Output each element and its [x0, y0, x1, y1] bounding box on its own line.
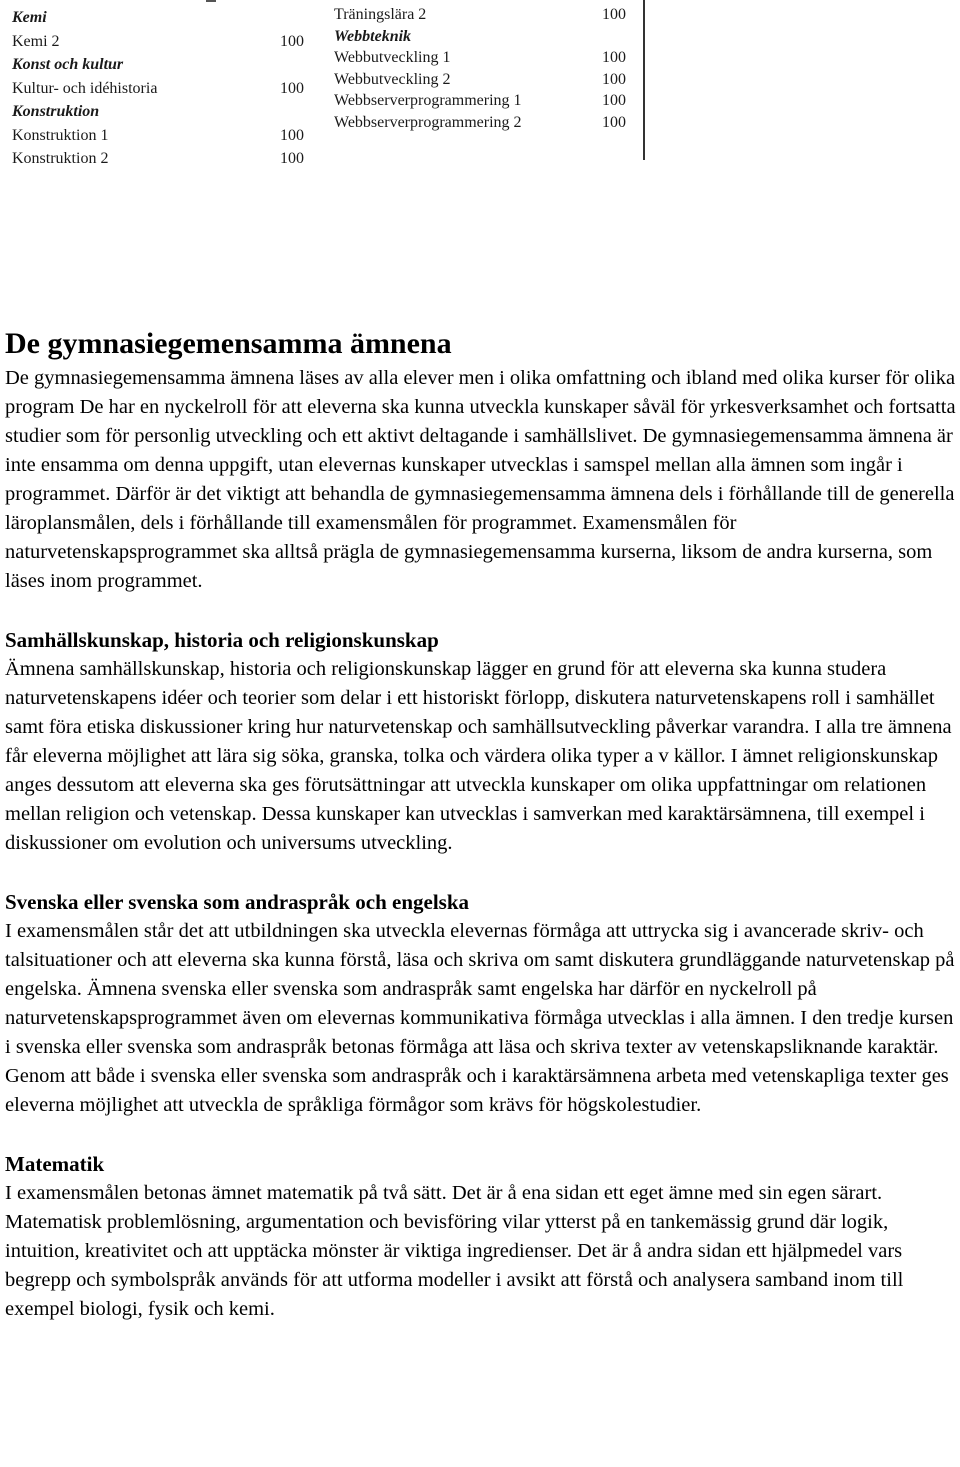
- course-table-left-column: [12, 6, 312, 171]
- course-points: 100: [602, 70, 626, 88]
- course-group-heading: [334, 26, 634, 48]
- course-name: Konstruktion 2: [12, 150, 109, 167]
- course-points: 100: [280, 32, 304, 50]
- course-points: 100: [602, 113, 626, 131]
- section-body: I examensmålen står det att utbildningen ska utveckla elevernas förmåga att uttrycka sig i avancerade skriv- och talsituationer och att eleverna ska kunna förstå, läsa och skriva om samt diskutera grundläggande naturvetenskap på engelska. Ämnena svenska eller svenska som andraspråk samt engelska har därför en nyckelroll på naturvetenskapsprogrammet även om elevernas kommunikativa förmåga utvecklas i alla ämnen. I den tredje kursen i svenska eller svenska som andraspråk betonas förmåga att läsa och skriva texter av vetenskapsliknande karaktär. Genom att både i svenska eller svenska som andraspråk och i karaktärsämnena arbeta med vetenskapliga texter ges eleverna möjlighet att utveckla de språkliga förmågor som krävs för högskolestudier.: [5, 920, 955, 1116]
- section-heading: Matematik: [5, 1152, 105, 1176]
- course-group-heading: [12, 53, 312, 77]
- course-name: Konstruktion 1: [12, 126, 109, 144]
- course-row: [12, 30, 312, 54]
- course-row: [334, 90, 634, 112]
- table-top-rule: [206, 0, 216, 2]
- course-row: [334, 112, 634, 134]
- course-table-right-column: [334, 4, 634, 133]
- section-body: I examensmålen betonas ämnet matematik på två sätt. Det är å ena sidan ett eget ämne med sin egen särart. Matematisk problemlösning, argumentation och bevisföring vilar ytterst på en tankemässig grund där logik, intuition, kreativitet och att upptäcka mönster är viktiga ingredienser. Det är å andra sidan ett hjälpmedel vars begrepp och symbolspråk används för att utforma modeller i avsikt att förstå och analysera samband inom till exempel biologi, fysik och kemi.: [5, 1182, 904, 1320]
- course-name: Kultur- och idéhistoria: [12, 79, 158, 97]
- course-row: [334, 69, 634, 91]
- course-group-heading: [12, 100, 312, 124]
- section-body: Ämnena samhällskunskap, historia och religionskunskap lägger en grund för att eleverna ska kunna studera naturvetenskapens idéer och teorier som delar i ett historiskt förlopp, diskutera naturvetenskapens roll i samhället samt föra etiska diskussioner kring hur naturvetenskap och samhällsutveckling påverkar varandra. I alla tre ämnena får eleverna möjlighet att lära sig söka, granska, tolka och värdera olika typer a v källor. I ämnet religionskunskap anges dessutom att eleverna ska ges förutsättningar att utveckla kunskaper om olika uppfattningar om relationen mellan religion och vetenskap. Dessa kunskaper kan utvecklas i samverkan med karaktärsämnena, till exempel i diskussioner om evolution och universums utveckling.: [5, 658, 952, 854]
- section-heading: Svenska eller svenska som andraspråk och engelska: [5, 890, 470, 914]
- course-name: Webbutveckling 2: [334, 70, 451, 88]
- course-name: Webbutveckling 1: [334, 49, 451, 66]
- course-group-heading: [12, 6, 312, 30]
- course-name: Kemi: [12, 9, 47, 26]
- course-name: Kemi 2: [12, 32, 60, 50]
- section-svenska-engelska: [5, 888, 960, 1120]
- course-points: 100: [602, 92, 626, 109]
- course-name: Webbserverprogrammering 1: [334, 92, 522, 109]
- intro-paragraph: De gymnasiegemensamma ämnena läses av alla elever men i olika omfattning och ibland med olika kurser för olika program De har en nyckelroll för att eleverna ska kunna utveckla kunskaper såväl för yrkesverksamhet och fortsatta studier som för personlig utveckling och ett aktivt deltagande i samhällslivet. De gymnasiegemensamma ämnena är inte ensamma om denna uppgift, utan elevernas kunskaper utvecklas i samspel mellan alla ämnen som ingår i programmet. Därför är det viktigt att behandla de gymnasiegemensamma ämnena dels i förhållande till de generella läroplansmålen, dels i förhållande till examensmålen för programmet. Examensmålen för naturvetenskapsprogrammet ska alltså prägla de gymnasiegemensamma kurserna, liksom de andra kurserna, som läses inom programmet.: [5, 367, 956, 592]
- course-row: [334, 47, 634, 69]
- course-row: [12, 147, 312, 171]
- course-row: [12, 77, 312, 101]
- course-points: 100: [280, 79, 304, 97]
- course-name: Webbserverprogrammering 2: [334, 113, 522, 131]
- course-row: [12, 124, 312, 148]
- course-row: [334, 4, 634, 26]
- section-samhallskunskap: [5, 626, 960, 858]
- course-name: Träningslära 2: [334, 6, 427, 23]
- course-name: Konstruktion: [12, 103, 100, 120]
- table-vertical-rule: [643, 0, 645, 160]
- course-points: 100: [602, 6, 626, 23]
- course-name: Webbteknik: [334, 27, 412, 45]
- course-points: 100: [280, 150, 304, 167]
- page-title: De gymnasiegemensamma ämnena: [5, 327, 452, 360]
- document-body: [5, 324, 960, 1324]
- section-matematik: [5, 1150, 960, 1324]
- course-points: 100: [280, 126, 304, 144]
- course-points: 100: [602, 49, 626, 66]
- course-name: Konst och kultur: [12, 56, 124, 73]
- section-heading: Samhällskunskap, historia och religionskunskap: [5, 628, 439, 652]
- course-table-excerpt: [0, 0, 660, 165]
